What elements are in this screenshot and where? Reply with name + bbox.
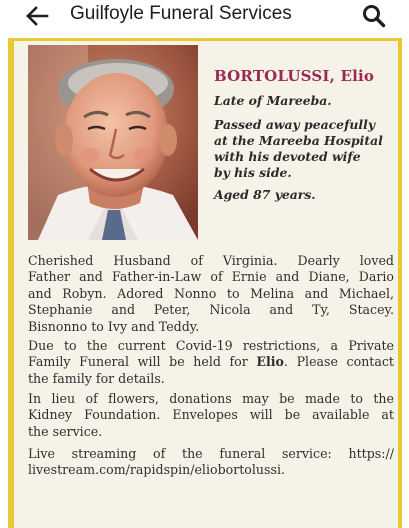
livestream-link[interactable]: livestream.com/rapidspin/eliobortolussi. [28,462,285,478]
arrow-left-icon [24,4,50,28]
back-button[interactable] [24,4,50,28]
funeral-line: the family for details. [28,370,165,386]
funeral-line-text: Family Funeral will be held for [28,354,257,370]
portrait-photo [28,45,198,240]
donations-line: the service. [28,423,103,439]
age-text: Aged 87 years. [214,187,316,202]
obituary-notice [8,38,402,528]
family-line: Stephanie and Peter, Nicola and Ty, Stacey. [28,302,394,318]
donations-line: Kidney Foundation. Envelopes will be available at [28,407,394,423]
funeral-paragraph [28,338,394,387]
passing-text-line-2: at the Mareeba Hospital [214,133,383,148]
passing-text-line-4: by his side. [214,165,292,180]
family-paragraph [28,253,394,335]
funeral-line [28,354,394,370]
donations-paragraph [28,391,394,440]
family-line: Bisnonno to Ivy and Teddy. [28,318,200,334]
livestream-line: Live streaming of the funeral service: https:// [28,446,394,461]
page-title: Guilfoyle Funeral Services [70,3,292,24]
app-bar [0,0,409,34]
deceased-name: BORTOLUSSI, Elio [214,67,375,85]
family-line: Cherished Husband of Virginia. Dearly loved [28,253,394,268]
passing-text-line-1: Passed away peacefully [214,117,376,132]
livestream-paragraph [28,446,394,479]
search-icon [361,3,387,29]
funeral-line: Due to the current Covid-19 restrictions, a Private [28,338,394,353]
funeral-line-text: . Please contact [283,354,394,370]
deceased-first-name: Elio [256,354,284,370]
family-line: and Robyn. Adored Nonno to Melina and Michael, [28,285,394,301]
donations-line: In lieu of flowers, donations may be made to the [28,391,394,406]
passing-text-line-3: with his devoted wife [214,149,361,164]
family-line: Father and Father-in-Law of Ernie and Diane, Dario [28,269,394,285]
search-button[interactable] [361,3,387,29]
notice-paper [14,41,398,528]
residence-text: Late of Mareeba. [214,93,332,108]
